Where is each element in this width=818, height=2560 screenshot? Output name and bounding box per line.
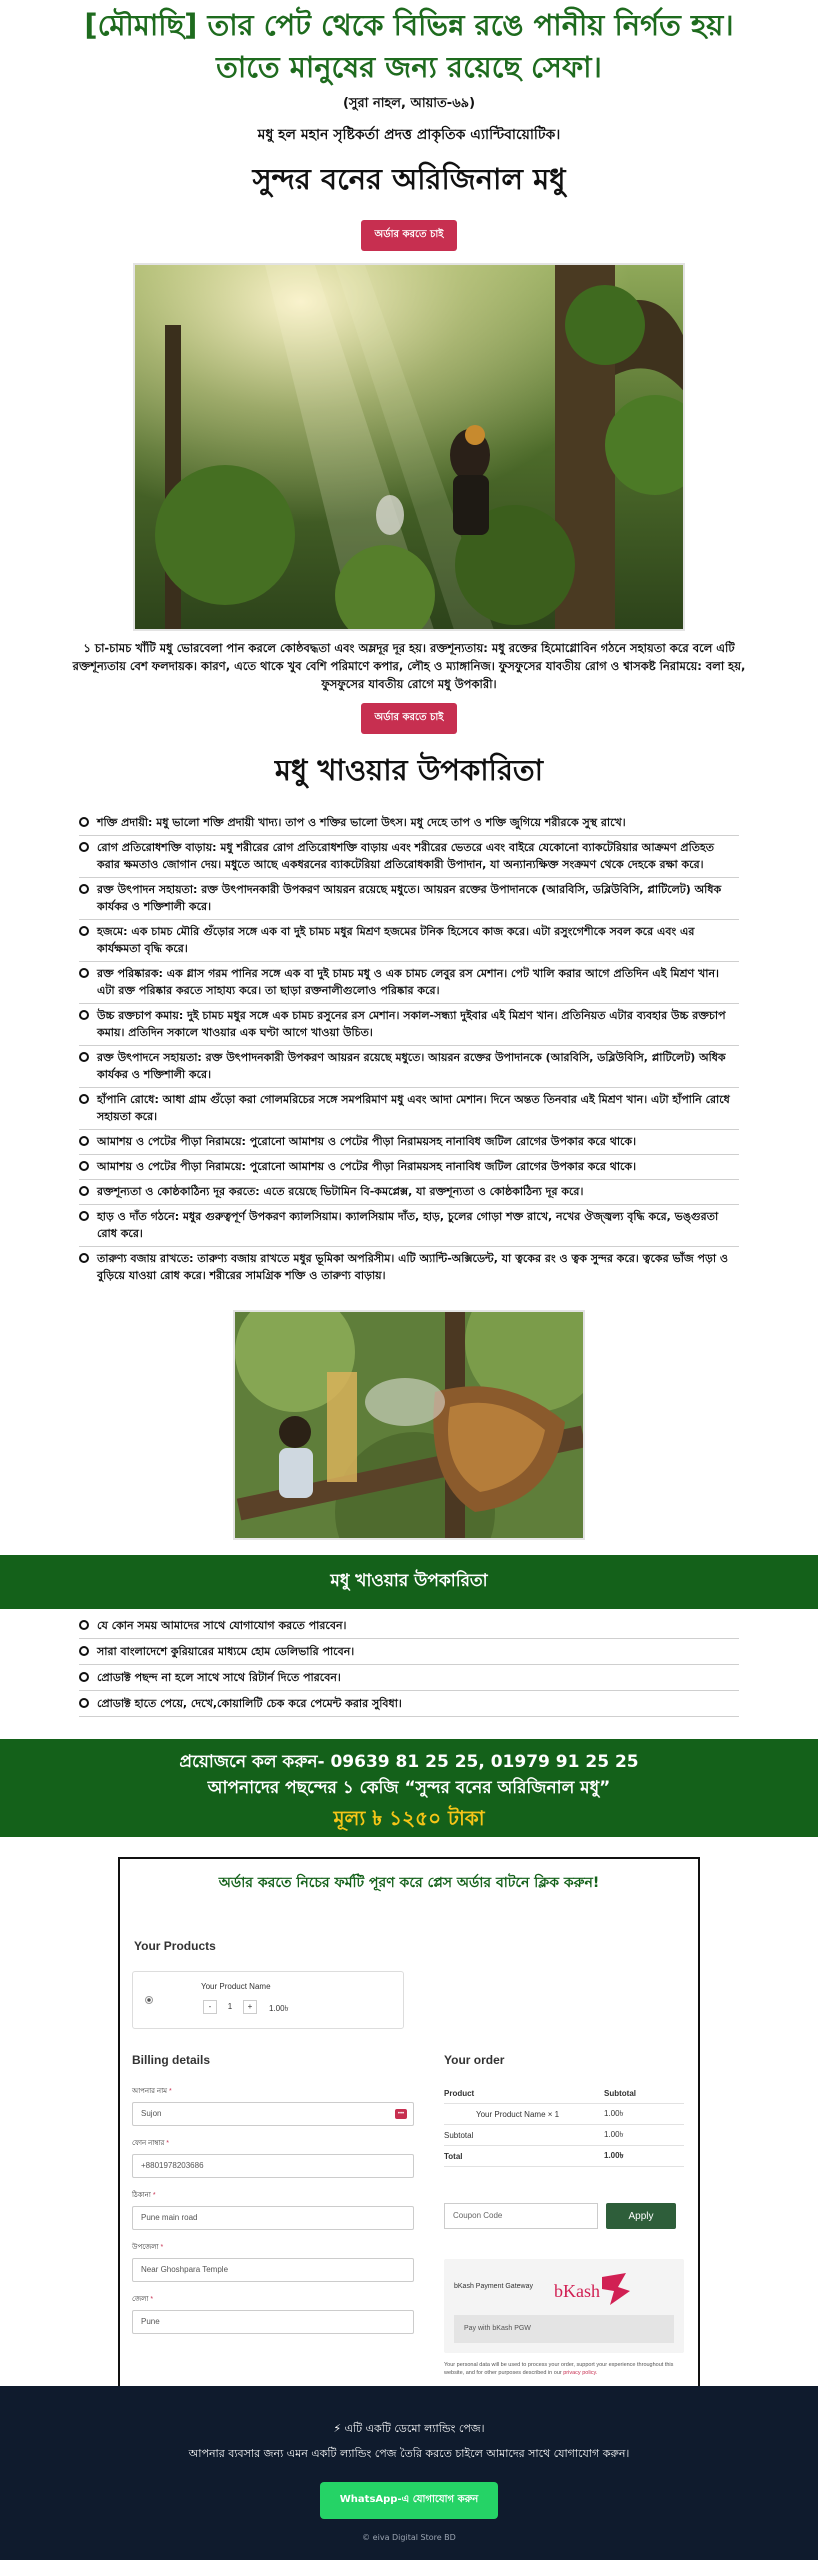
benefits-title: মধু খাওয়ার উপকারিতা [274, 753, 544, 787]
quran-quote: [মৌমাছি] তার পেট থেকে বিভিন্ন রঙে পানীয় নির্গত হয়। তাতে মানুষের জন্য রয়েছে সেফা। [84, 8, 734, 84]
gateway-label: bKash Payment Gateway [454, 2283, 533, 2290]
product-price: 1.00৳ [269, 2004, 289, 2013]
bullet-circle-icon [79, 884, 89, 894]
bullet-circle-icon [79, 926, 89, 936]
upazila-field: উপজেলা * Near Ghoshpara Temple [132, 2241, 414, 2282]
bullet-circle-icon [79, 1672, 89, 1682]
copyright: © eiva Digital Store BD [362, 2533, 456, 2542]
info-item: যে কোন সময় আমাদের সাথে যোগাযোগ করতে পারবেন। [79, 1613, 739, 1639]
form-heading: অর্ডার করতে নিচের ফর্মটি পূরণ করে প্লেস অর্ডার বাটনে ক্লিক করুন! [218, 1875, 600, 1891]
bullet-circle-icon [79, 1161, 89, 1171]
forest-illustration [135, 265, 685, 631]
hero-description: ১ চা-চামচ খাঁটি মধু ভোরবেলা পান করলে কোষ্ঠবদ্ধতা এবং অম্লদূর দূর হয়। রক্তশূন্যতায়: মধু রক্তের হিমোগ্লোবিন গঠনে সহায়তা করে বলে এটি রক্তশূন্যতায় বেশ ফলদায়ক। কারণ, এতে থাকে খুব বেশি পরিমাণে কপার, লৌহ ও ম্যাঙ্গানিজ। ফুসফুসের যাবতীয় রোগ ও শ্বাসকষ্ট নিরাময়ে: বলা হয়, ফুসফুসের যাবতীয় রোগে মধু উপকারী। [72, 641, 746, 691]
price-text: মূল্য ৳ ১২৫০ টাকা [333, 1806, 485, 1830]
bullet-circle-icon [79, 1253, 89, 1263]
info-section-header: মধু খাওয়ার উপকারিতা [0, 1555, 818, 1609]
coupon-row [444, 2203, 676, 2229]
benefit-item: আমাশয় ও পেটের পীড়া নিরাময়ে: পুরোনো আমাশয় ও পেটের পীড়া নিরাময়সহ নানাবিধ জটিল রোগের উপকার করে থাকে। [79, 1155, 739, 1180]
coupon-input[interactable]: Coupon Code [444, 2203, 598, 2229]
district-field: জেলা * Pune [132, 2293, 414, 2334]
product-card[interactable] [132, 1971, 404, 2029]
benefit-item: রক্ত উৎপাদনে সহায়তা: রক্ত উৎপাদনকারী উপকরণ আয়রন রয়েছে মধুতে। আয়রন রক্তের উপাদানকে (আরবিসি, ডব্লিউবিসি, প্লাটিলেট) অধিক কার্যকর ও শক্তিশালী করে। [79, 1046, 739, 1088]
your-products-title: Your Products [134, 1939, 216, 1953]
address-field: ঠিকানা * Pune main road [132, 2189, 414, 2230]
benefit-item: রক্ত পরিষ্কারক: এক গ্লাস গরম পানির সঙ্গে এক বা দুই চামচ মধু ও এক চামচ লেবুর রস মেশান। পেট খালি করার আগে প্রতিদিন এই মিশ্রণ খান। এটা রক্ত পরিষ্কার করতে সাহায্য করে। তা ছাড়া রক্তনালীগুলোও পরিষ্কার করে। [79, 962, 739, 1004]
bullet-circle-icon [79, 1620, 89, 1630]
order-form [118, 1857, 700, 2457]
phone-line: প্রয়োজনে কল করুন- 09639 81 25 25, 01979 91 25 25 [179, 1752, 639, 1772]
district-input[interactable]: Pune [132, 2310, 414, 2334]
qty-plus-button[interactable]: + [243, 2000, 257, 2014]
benefit-item: শক্তি প্রদায়ী: মধু ভালো শক্তি প্রদায়ী খাদ্য। তাপ ও শক্তির ভালো উৎস। মধু দেহে তাপ ও শক্তি জুগিয়ে শরীরকে সুস্থ রাখে। [79, 811, 739, 836]
table-row: Subtotal 1.00৳ [444, 2125, 684, 2146]
benefit-item: উচ্চ রক্তচাপ কমায়: দুই চামচ মধুর সঙ্গে এক চামচ রসুনের রস মেশান। সকাল-সন্ধ্যা দুইবার এই মিশ্রণ খান। প্রতিনিয়ত এটার ব্যবহার উচ্চ রক্তচাপ কমায়। প্রতিদিন সকালে খাওয়ার এক ঘণ্টা আগে খাওয়া উচিত। [79, 1004, 739, 1046]
name-field: আপনার নাম * Sujon ••• [132, 2085, 414, 2126]
product-radio[interactable] [145, 1996, 153, 2004]
qty-value[interactable]: 1 [227, 2002, 233, 2011]
benefit-item: তারুণ্য বজায় রাখতে: তারুণ্য বজায় রাখতে মধুর ভূমিকা অপরিসীম। এটি অ্যান্টি-অক্সিডেন্ট, যা ত্বকের রং ও ত্বক সুন্দর করে। ত্বকের ভাঁজ পড়া ও বুড়িয়ে যাওয়া রোধ করে। শরীরের সামগ্রিক শক্তি ও তারুণ্য বাড়ায়। [79, 1247, 739, 1288]
bullet-circle-icon [79, 968, 89, 978]
bullet-circle-icon [79, 842, 89, 852]
footer [0, 2386, 818, 2560]
bullet-circle-icon [79, 1136, 89, 1146]
order-table [444, 2083, 684, 2167]
phone-field: ফোন নাম্বার * +8801978203686 [132, 2137, 414, 2178]
sura-reference: (সুরা নাহল, আয়াত-৬৯) [342, 96, 476, 111]
info-item: সারা বাংলাদেশে কুরিয়ারের মাধ্যমে হোম ডেলিভারি পাবেন। [79, 1639, 739, 1665]
bullet-circle-icon [79, 1010, 89, 1020]
whatsapp-contact-button[interactable]: WhatsApp-এ যোগাযোগ করুন [320, 2482, 498, 2519]
bkash-logo-icon [552, 2269, 632, 2309]
info-item: প্রোডাক্ট হাতে পেয়ে, দেখে,কোয়ালিটি চেক করে পেমেন্ট করার সুবিধা। [79, 1691, 739, 1717]
benefit-item: রোগ প্রতিরোধশক্তি বাড়ায়: মধু শরীরের রোগ প্রতিরোধশক্তি বাড়ায় এবং শরীরের ভেতরে এবং বাইরে যেকোনো ব্যাকটেরিয়ার আক্রমণ প্রতিহত করার ক্ষমতাও জোগান দেয়। মধুতে আছে একধরনের ব্যাকটেরিয়া প্রতিরোধকারী উপাদান, যা অন্যান্যক্ষিক্ত সংক্রমণ থেকে দেহকে রক্ষা করে। [79, 836, 739, 878]
order-button-middle[interactable]: অর্ডার করতে চাই [361, 703, 458, 734]
product-name: Your Product Name [201, 1982, 271, 1991]
info-item: প্রোডাক্ট পছন্দ না হলে সাথে সাথে রিটার্ন দিতে পারবেন। [79, 1665, 739, 1691]
benefit-item: রক্তশূন্যতা ও কোষ্ঠকাঠিন্য দূর করতে: এতে রয়েছে ভিটামিন বি-কমপ্লেক্স, যা রক্তশূন্যতা ও কোষ্ঠকাঠিন্য দূর করে। [79, 1180, 739, 1205]
pay-with-pgw-option[interactable]: Pay with bKash PGW [454, 2315, 674, 2343]
bullet-circle-icon [79, 1186, 89, 1196]
benefit-item: রক্ত উৎপাদন সহায়তা: রক্ত উৎপাদনকারী উপকরণ আয়রন রয়েছে মধুতে। আয়রন রক্তের উপাদানকে (আরবিসি, ডব্লিউবিসি, প্লাটিলেট) অধিক কার্যকর ও শক্তিশালী করে। [79, 878, 739, 920]
qty-minus-button[interactable]: - [203, 2000, 217, 2014]
bullet-circle-icon [79, 1698, 89, 1708]
choice-line: আপনাদের পছন্দের ১ কেজি “সুন্দর বনের অরিজিনাল মধু” [207, 1778, 611, 1798]
payment-method-box[interactable] [444, 2259, 684, 2353]
benefits-list [79, 811, 739, 1288]
beehive-harvest-image [233, 1310, 585, 1540]
table-row: Product Subtotal [444, 2083, 684, 2104]
forest-honey-collector-image [133, 263, 685, 631]
privacy-policy-link[interactable]: privacy policy. [563, 2370, 598, 2376]
call-block [0, 1739, 818, 1837]
table-row: Total 1.00৳ [444, 2146, 684, 2167]
demo-notice: ⚡ এটি একটি ডেমো ল্যান্ডিং পেজ। [333, 2422, 485, 2435]
bullet-circle-icon [79, 1646, 89, 1656]
order-button-top[interactable]: অর্ডার করতে চাই [361, 220, 458, 251]
bkash-logo-text: bKash [554, 2281, 600, 2301]
table-row: Your Product Name × 1 1.00৳ [444, 2104, 684, 2125]
quantity-stepper [203, 2000, 257, 2014]
bullet-circle-icon [79, 1094, 89, 1104]
phone-input[interactable]: +8801978203686 [132, 2154, 414, 2178]
beehive-illustration [235, 1312, 585, 1540]
bullet-circle-icon [79, 1052, 89, 1062]
tagline: মধু হল মহান সৃষ্টিকর্তা প্রদত্ত প্রাকৃতিক এ্যান্টিবায়োটিক। [257, 127, 561, 143]
benefit-item: হাঁপানি রোধে: আধা গ্রাম গুঁড়ো করা গোলমরিচের সঙ্গে সমপরিমাণ মধু এবং আদা মেশান। দিনে অন্তত তিনবার এই মিশ্রণ খান। এটা হাঁপানি রোধে সহায়তা করে। [79, 1088, 739, 1130]
apply-coupon-button[interactable]: Apply [606, 2203, 676, 2229]
billing-title: Billing details [132, 2053, 211, 2067]
name-input[interactable]: Sujon ••• [132, 2102, 414, 2126]
info-list [79, 1613, 739, 1717]
address-input[interactable]: Pune main road [132, 2206, 414, 2230]
bullet-circle-icon [79, 1211, 89, 1221]
contact-notice: আপনার ব্যবসার জন্য এমন একটি ল্যান্ডিং পেজ তৈরি করতে চাইলে আমাদের সাথে যোগাযোগ করুন। [188, 2447, 630, 2460]
autofill-key-icon[interactable]: ••• [395, 2109, 407, 2119]
benefit-item: আমাশয় ও পেটের পীড়া নিরাময়ে: পুরোনো আমাশয় ও পেটের পীড়া নিরাময়সহ নানাবিধ জটিল রোগের উপকার করে থাকে। [79, 1130, 739, 1155]
benefit-item: হাড় ও দাঁত গঠনে: মধুর গুরুত্বপূর্ণ উপকরণ ক্যালসিয়াম। ক্যালসিয়াম দাঁত, হাড়, চুলের গোড়া শক্ত রাখে, নখের ঔজ্জ্বল্য বৃদ্ধি করে, ভঙ্গুরতা রোধ করে। [79, 1205, 739, 1247]
your-order-title: Your order [444, 2053, 505, 2067]
benefit-item: হজমে: এক চামচ মৌরি গুঁড়োর সঙ্গে এক বা দুই চামচ মধুর মিশ্রণ হজমের টনিক হিসেবে কাজ করে। এটা রসুংগেশীকে সবল করে এবং এর কার্যক্ষমতা বৃদ্ধি করে। [79, 920, 739, 962]
bullet-circle-icon [79, 817, 89, 827]
privacy-notice: Your personal data will be used to process your order, support your experience throughout this website, and for other purposes described in our privacy policy. [444, 2362, 674, 2376]
upazila-input[interactable]: Near Ghoshpara Temple [132, 2258, 414, 2282]
page-title: সুন্দর বনের অরিজিনাল মধু [252, 162, 566, 196]
